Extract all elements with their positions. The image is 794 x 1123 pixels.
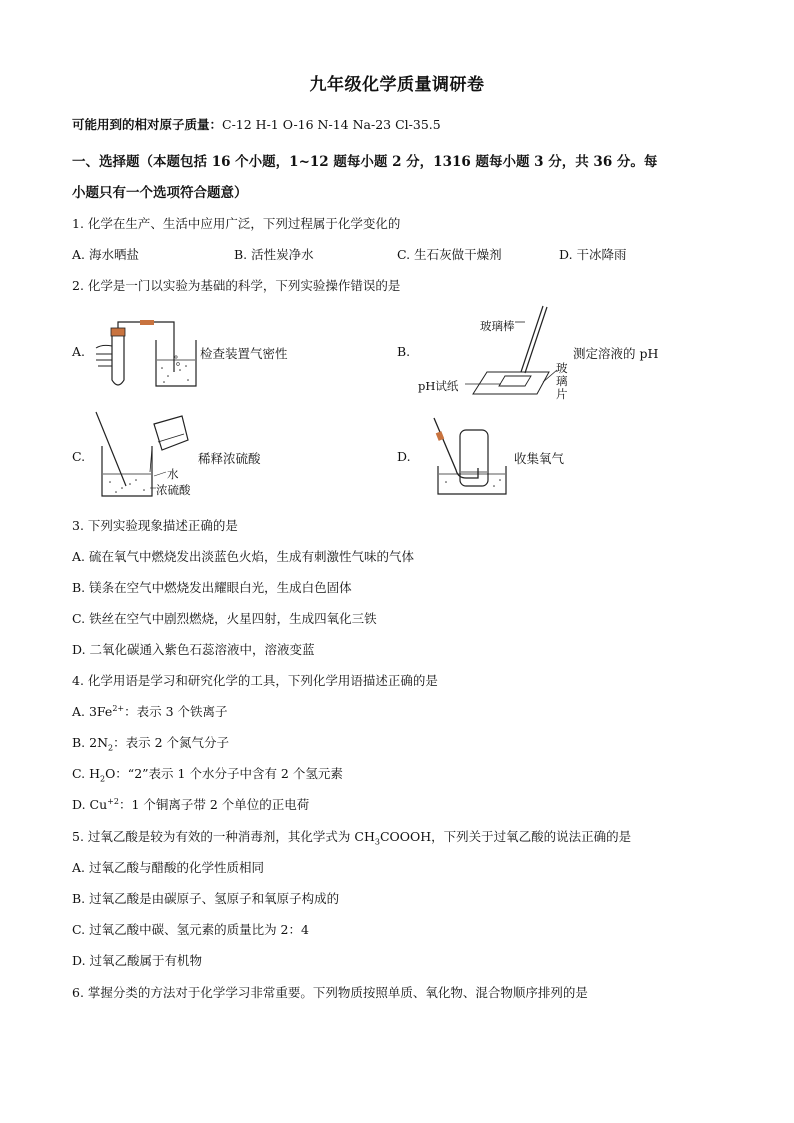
q1-stem: 1. 化学在生产、生活中应用广泛，下列过程属于化学变化的 xyxy=(72,216,401,231)
q4-d-sup: +2 xyxy=(107,796,119,806)
q4-option-b xyxy=(72,733,229,753)
q4-b-pre: B. 2N xyxy=(72,735,109,750)
q4-d-pre: D. Cu xyxy=(72,797,108,812)
q5-option-d: D. 过氧乙酸属于有机物 xyxy=(72,953,203,968)
q2-b-glass-1: 玻 xyxy=(556,361,568,375)
q2-b-caption: 测定溶液的 pH xyxy=(573,346,659,361)
q2-stem: 2. 化学是一门以实验为基础的科学，下列实验操作错误的是 xyxy=(72,278,401,293)
q6-stem: 6. 掌握分类的方法对于化学学习非常重要。下列物质按照单质、氧化物、混合物顺序排列的是 xyxy=(72,985,588,1000)
q1-option-c: C. 生石灰做干燥剂 xyxy=(397,247,502,262)
q2-d-caption: 收集氧气 xyxy=(514,451,565,466)
q2-c-caption: 稀释浓硫酸 xyxy=(198,451,261,466)
q4-c-pre: C. H xyxy=(72,766,100,781)
q2-c-acid-label: 浓硫酸 xyxy=(156,483,191,497)
q2-b-glass-3: 片 xyxy=(556,387,568,401)
q4-c-post: O：“2”表示 1 个水分子中含有 2 个氢元素 xyxy=(105,766,343,781)
page-title: 九年级化学质量调研卷 xyxy=(309,75,485,95)
q2-b-glass-2: 璃 xyxy=(556,374,568,388)
q5-stem xyxy=(72,827,631,847)
q4-a-pre: A. 3Fe xyxy=(72,704,113,719)
q4-a-post: ：表示 3 个铁离子 xyxy=(124,704,228,719)
ph-test-figure xyxy=(465,302,560,398)
q2-a-caption: 检查装置气密性 xyxy=(200,346,288,361)
q4-b-sub: 2 xyxy=(108,743,114,753)
airtightness-apparatus-figure xyxy=(90,310,200,394)
q3-option-d: D. 二氧化碳通入紫色石蕊溶液中，溶液变蓝 xyxy=(72,642,315,657)
q5-stem-post: COOOH，下列关于过氧乙酸的说法正确的是 xyxy=(379,829,632,844)
q4-option-a xyxy=(72,702,228,720)
q4-b-post: ：表示 2 个氮气分子 xyxy=(113,735,230,750)
q2-c-letter: C. xyxy=(72,449,86,464)
q2-d-letter: D. xyxy=(397,449,411,464)
q5-option-a: A. 过氧乙酸与醋酸的化学性质相同 xyxy=(72,860,264,875)
q1-option-b: B. 活性炭净水 xyxy=(234,247,314,262)
atomic-mass-label: 可能用到的相对原子质量： xyxy=(72,117,223,132)
q5-option-c: C. 过氧乙酸中碳、氢元素的质量比为 2：4 xyxy=(72,922,309,937)
q4-option-d xyxy=(72,795,309,813)
q4-d-post: ：1 个铜离子带 2 个单位的正电荷 xyxy=(118,797,310,812)
q4-c-sub: 2 xyxy=(99,774,106,784)
atomic-mass-line xyxy=(72,115,441,133)
q2-b-rod-label: 玻璃棒 xyxy=(480,319,515,333)
q3-option-c: C. 铁丝在空气中剧烈燃烧，火星四射，生成四氧化三铁 xyxy=(72,611,377,626)
q3-stem: 3. 下列实验现象描述正确的是 xyxy=(72,518,238,533)
q1-option-a: A. 海水晒盐 xyxy=(72,247,139,262)
q2-b-paper-label: pH试纸 xyxy=(418,379,459,393)
q4-a-sup: 2+ xyxy=(112,703,125,713)
q2-b-letter: B. xyxy=(397,344,411,359)
section1-heading-line2: 小题只有一个选项符合题意） xyxy=(72,185,248,201)
q4-stem: 4. 化学用语是学习和研究化学的工具，下列化学用语描述正确的是 xyxy=(72,673,438,688)
q2-a-letter: A. xyxy=(72,344,86,359)
q3-option-a: A. 硫在氧气中燃烧发出淡蓝色火焰，生成有刺激性气味的气体 xyxy=(72,549,414,564)
q5-stem-pre: 5. 过氧乙酸是较为有效的一种消毒剂，其化学式为 CH xyxy=(72,829,375,844)
q2-c-water-label: 水 xyxy=(167,467,179,481)
q4-option-c xyxy=(72,764,343,784)
oxygen-collection-figure xyxy=(430,410,510,498)
q5-stem-sub: 3 xyxy=(374,837,380,847)
section1-heading-line1: 一、选择题（本题包括 16 个小题，1~12 题每小题 2 分，1316 题每小题 3 分，共 36 分。每 xyxy=(72,154,658,170)
atomic-mass-values: C-12 H-1 O-16 N-14 Na-23 Cl-35.5 xyxy=(222,117,441,132)
q3-option-b: B. 镁条在空气中燃烧发出耀眼白光，生成白色固体 xyxy=(72,580,352,595)
q5-option-b: B. 过氧乙酸是由碳原子、氢原子和氧原子构成的 xyxy=(72,891,340,906)
q1-option-d: D. 干冰降雨 xyxy=(559,247,627,262)
